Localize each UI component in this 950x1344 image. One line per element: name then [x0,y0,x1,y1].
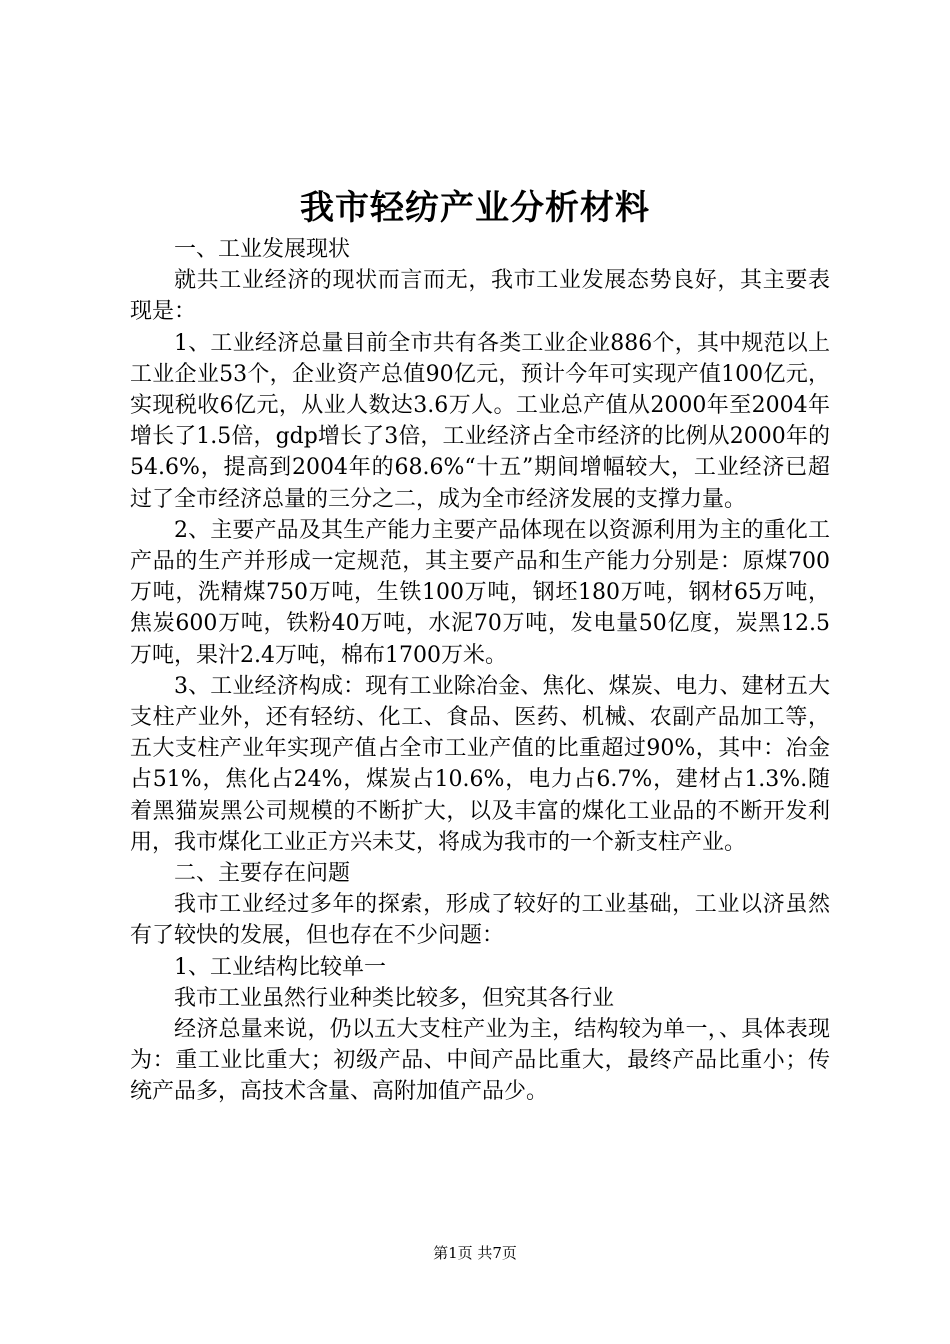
economic-composition-paragraph: 3、工业经济构成：现有工业除冶金、焦化、煤炭、电力、建材五大支柱产业外，还有轻纺、化工、食品、医药、机械、农副产品加工等，五大支柱产业年实现产值占全市工业产值的比重超过90%，其中：冶金占51%，焦化占24%，煤炭占10.6%，电力占6.7%，建材占1.3%.随着黑猫炭黑公司规模的不断扩大，以及丰富的煤化工业品的不断开发利用，我市煤化工业正方兴未艾，将成为我市的一个新支柱产业。 [130,673,830,855]
economic-total-paragraph: 1、工业经济总量目前全市共有各类工业企业886个，其中规范以上工业企业53个，企业资产总值90亿元，预计今年可实现产值100亿元，实现税收6亿元，从业人数达3.6万人。工业总产值从2000年至2004年增长了1.5倍，gdp增长了3倍，工业经济占全市经济的比例从2000年的54.6%，提高到2004年的68.6%“十五”期间增幅较大，工业经济已超过了全市经济总量的三分之二，成为全市经济发展的支撑力量。 [130,330,830,512]
section-heading-current-status: 一、工业发展现状 [174,237,351,262]
document-title: 我市轻纺产业分析材料 [300,188,650,228]
industry-types-paragraph: 我市工业虽然行业种类比较多，但究其各行业 [174,985,615,1011]
document-body [130,234,830,1108]
intro-paragraph: 就共工业经济的现状而言而无，我市工业发展态势良好，其主要表现是： [130,268,830,325]
subheading-single-structure: 1、工业结构比较单一 [174,954,386,980]
structure-details-paragraph: 经济总量来说，仍以五大支柱产业为主，结构较为单一，、具体表现为：重工业比重大；初级产品、中间产品比重大，最终产品比重小；传统产品多，高技术含量、高附加值产品少。 [130,1017,830,1105]
section-heading-problems: 二、主要存在问题 [174,861,351,887]
page-indicator: 第1页 共7页 [433,1244,517,1262]
problems-intro-paragraph: 我市工业经过多年的探索，形成了较好的工业基础，工业以济虽然有了较快的发展，但也存在不少问题： [130,892,830,949]
page-footer [0,1243,950,1263]
main-products-paragraph: 2、主要产品及其生产能力主要产品体现在以资源利用为主的重化工产品的生产并形成一定规范，其主要产品和生产能力分别是：原煤700万吨，洗精煤750万吨，生铁100万吨，钢坯180万吨，钢材65万吨，焦炭600万吨，铁粉40万吨，水泥70万吨，发电量50亿度，炭黑12.5万吨，果汁2.4万吨，棉布1700万米。 [130,517,830,668]
